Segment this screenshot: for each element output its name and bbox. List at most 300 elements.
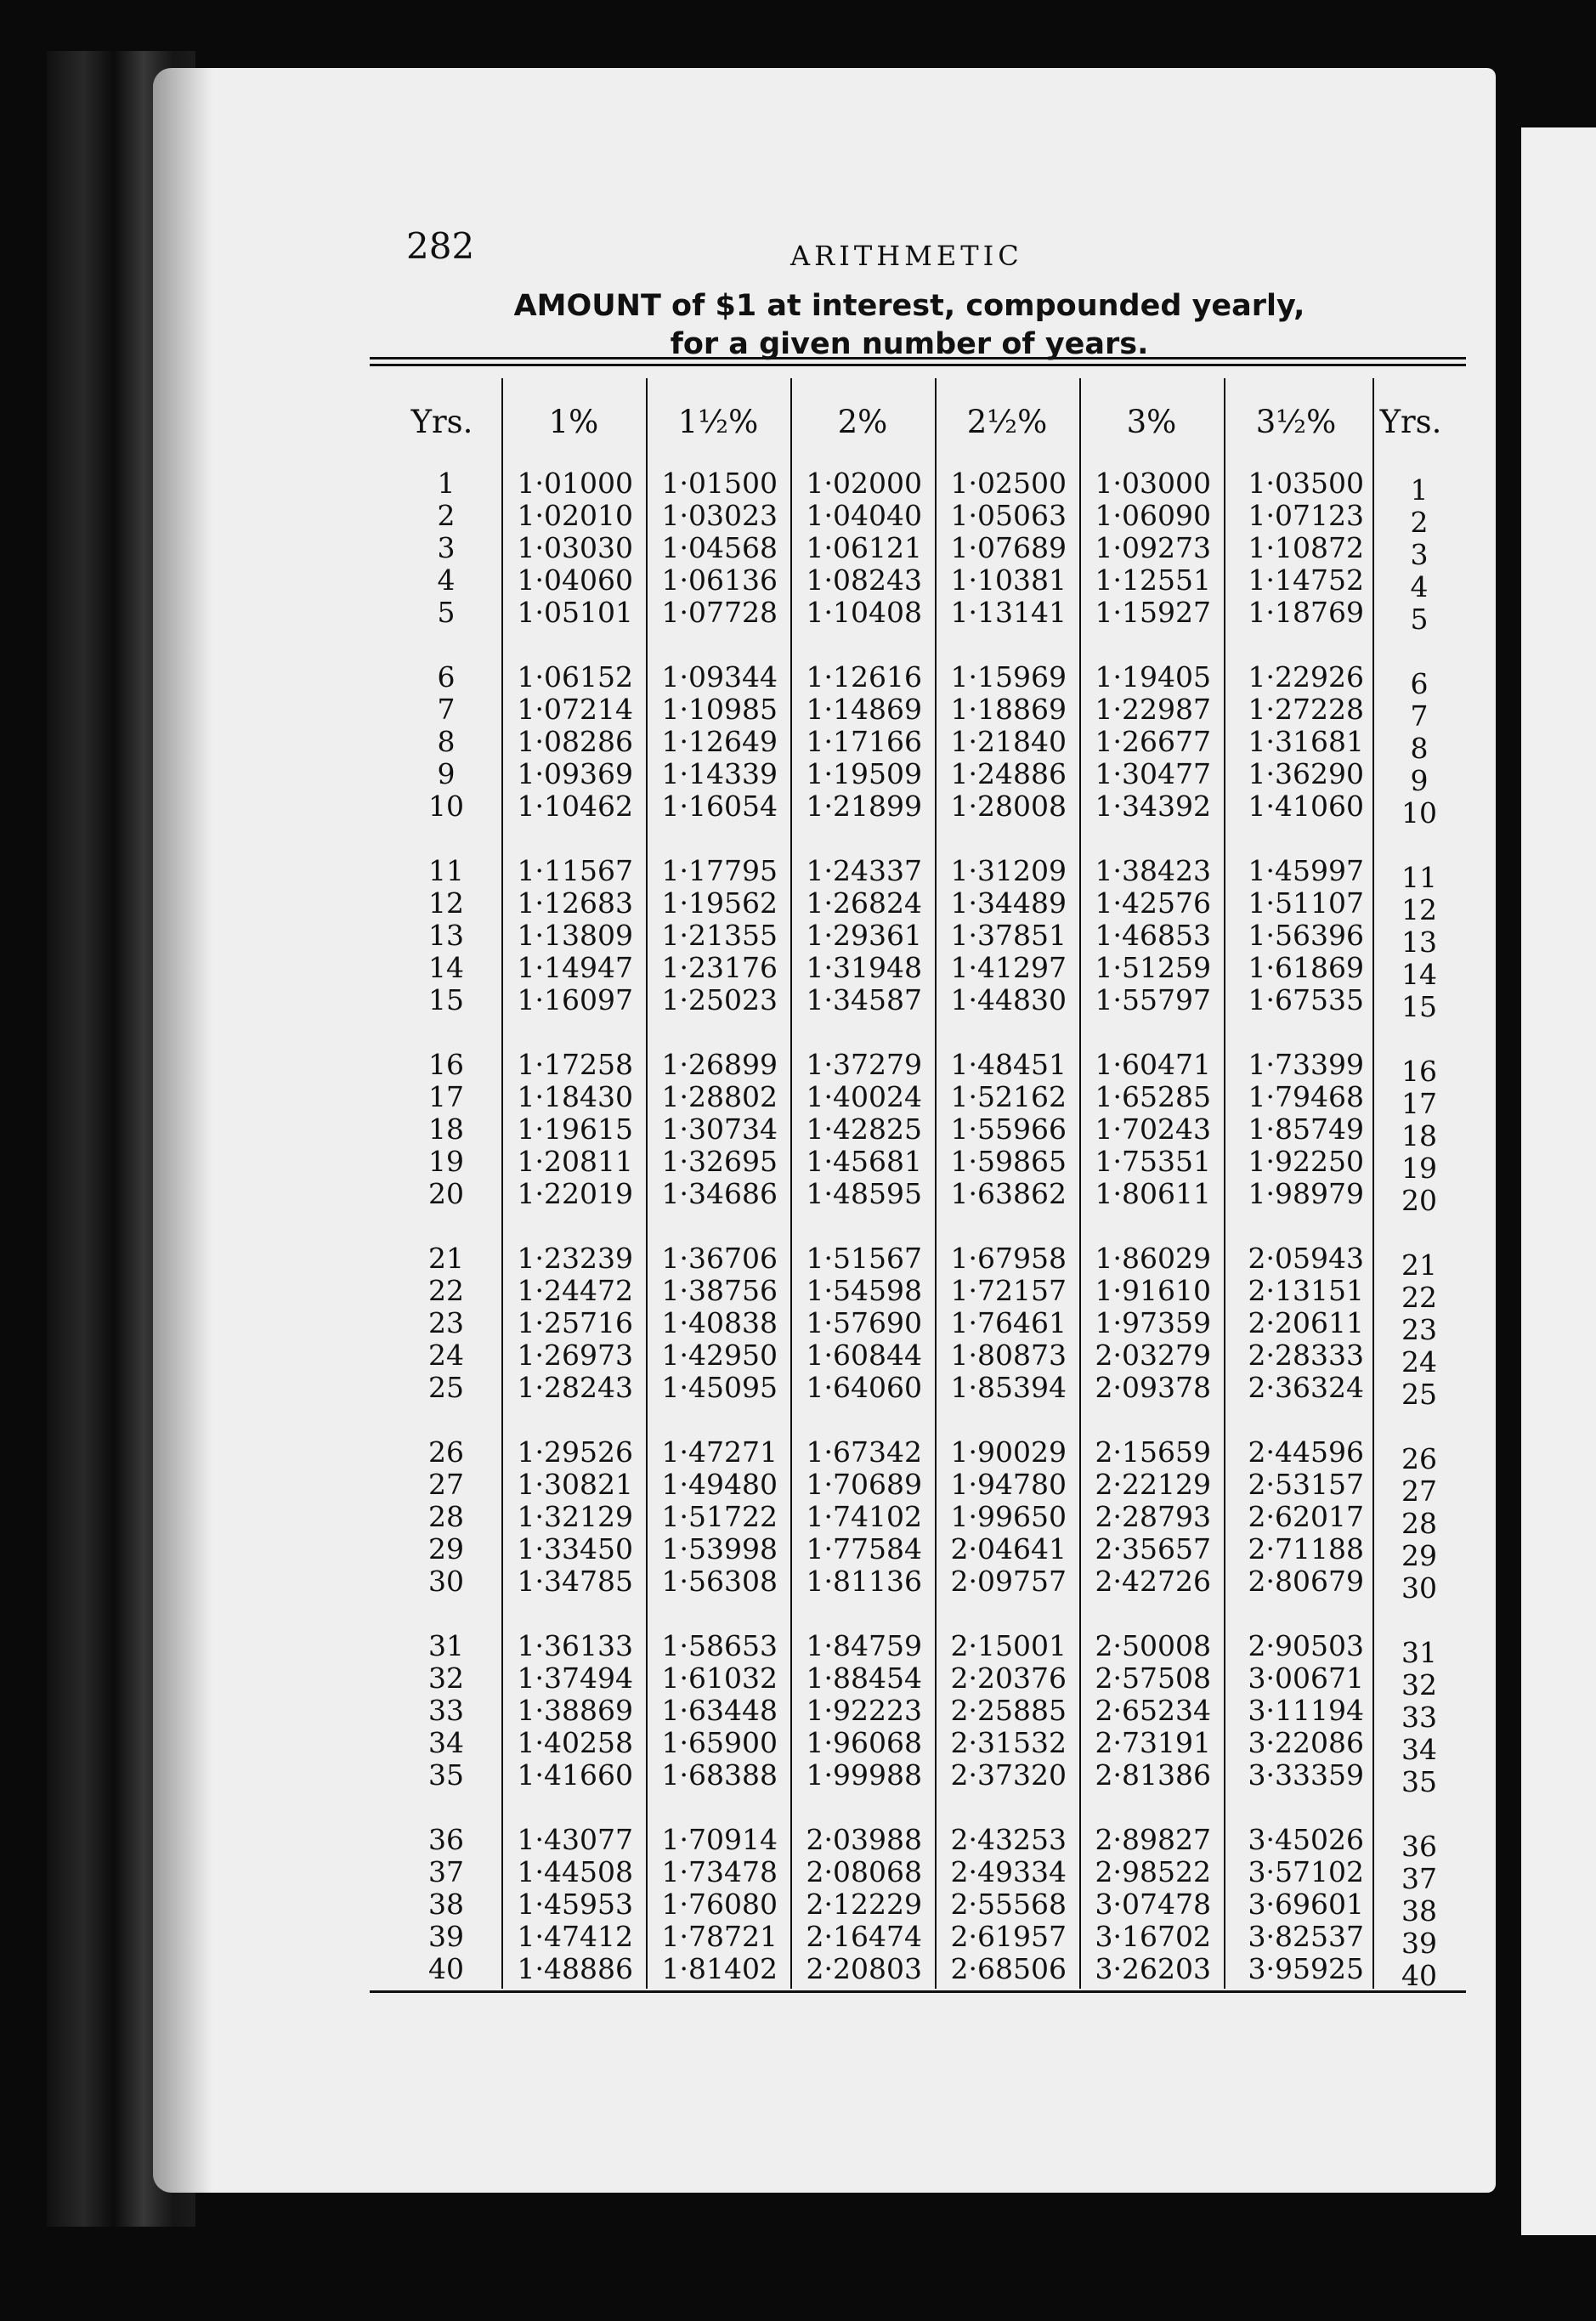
amount-cell: 2·31532 <box>950 1726 1067 1759</box>
year-cell-right: 29 <box>1401 1539 1437 1572</box>
table-title-line-1: AMOUNT of $1 at interest, compounded yearly, <box>513 289 1305 323</box>
amount-cell: 1·49480 <box>661 1468 778 1501</box>
year-cell-left: 18 <box>428 1112 464 1146</box>
amount-cell: 1·10462 <box>517 790 633 823</box>
year-cell-right: 22 <box>1401 1281 1437 1314</box>
year-cell-right: 31 <box>1401 1636 1437 1669</box>
amount-cell: 2·68506 <box>950 1952 1067 1985</box>
amount-cell: 1·22926 <box>1248 660 1364 693</box>
amount-cell: 2·90503 <box>1248 1629 1364 1662</box>
table-title-line-2: for a given number of years. <box>670 327 1149 361</box>
amount-cell: 1·17166 <box>806 725 922 758</box>
amount-cell: 1·10408 <box>806 596 922 629</box>
amount-cell: 1·56308 <box>661 1565 778 1598</box>
amount-cell: 1·99650 <box>950 1500 1067 1533</box>
year-cell-right: 18 <box>1401 1119 1437 1152</box>
amount-cell: 2·53157 <box>1248 1468 1364 1501</box>
amount-cell: 1·12683 <box>517 886 633 920</box>
amount-cell: 1·67535 <box>1248 983 1364 1016</box>
year-cell-right: 12 <box>1401 893 1437 926</box>
year-cell-left: 31 <box>428 1629 464 1662</box>
amount-cell: 1·81136 <box>806 1565 922 1598</box>
amount-cell: 1·36133 <box>517 1629 633 1662</box>
amount-cell: 1·02500 <box>950 467 1067 500</box>
amount-cell: 1·63862 <box>950 1177 1067 1210</box>
amount-cell: 1·10985 <box>661 693 778 726</box>
amount-cell: 2·09378 <box>1095 1371 1211 1404</box>
amount-cell: 1·57690 <box>806 1306 922 1339</box>
year-cell-left: 36 <box>428 1823 464 1856</box>
amount-cell: 2·81386 <box>1095 1758 1211 1792</box>
amount-cell: 1·14947 <box>517 951 633 984</box>
amount-cell: 1·76461 <box>950 1306 1067 1339</box>
year-cell-left: 30 <box>428 1565 464 1598</box>
amount-cell: 1·41297 <box>950 951 1067 984</box>
amount-cell: 1·28008 <box>950 790 1067 823</box>
amount-cell: 1·19509 <box>806 757 922 790</box>
amount-cell: 1·42950 <box>661 1339 778 1372</box>
amount-cell: 2·05943 <box>1248 1242 1364 1275</box>
year-cell-right: 16 <box>1401 1055 1437 1088</box>
amount-cell: 1·18769 <box>1248 596 1364 629</box>
amount-cell: 1·23239 <box>517 1242 633 1275</box>
amount-cell: 1·14339 <box>661 757 778 790</box>
gutter-shadow <box>153 68 212 2193</box>
amount-cell: 1·45997 <box>1248 854 1364 887</box>
year-cell-left: 7 <box>437 693 456 726</box>
amount-cell: 1·51259 <box>1095 951 1211 984</box>
top-double-rule-second <box>370 364 1466 366</box>
amount-cell: 1·70243 <box>1095 1112 1211 1146</box>
year-cell-left: 2 <box>437 499 456 532</box>
amount-cell: 2·13151 <box>1248 1274 1364 1307</box>
year-cell-left: 8 <box>437 725 456 758</box>
year-cell-left: 11 <box>428 854 464 887</box>
amount-cell: 3·26203 <box>1095 1952 1211 1985</box>
amount-cell: 1·70689 <box>806 1468 922 1501</box>
amount-cell: 1·74102 <box>806 1500 922 1533</box>
amount-cell: 1·29526 <box>517 1435 633 1469</box>
year-cell-left: 15 <box>428 983 464 1016</box>
year-cell-right: 9 <box>1410 764 1429 797</box>
year-cell-left: 1 <box>437 467 456 500</box>
amount-cell: 1·34392 <box>1095 790 1211 823</box>
amount-cell: 2·04641 <box>950 1532 1067 1565</box>
amount-cell: 3·07478 <box>1095 1888 1211 1921</box>
amount-cell: 1·78721 <box>661 1920 778 1953</box>
amount-cell: 1·41660 <box>517 1758 633 1792</box>
year-cell-right: 10 <box>1401 796 1437 829</box>
amount-cell: 1·14869 <box>806 693 922 726</box>
amount-cell: 1·21899 <box>806 790 922 823</box>
year-cell-left: 12 <box>428 886 464 920</box>
amount-cell: 1·61032 <box>661 1661 778 1695</box>
amount-cell: 2·62017 <box>1248 1500 1364 1533</box>
amount-cell: 1·80873 <box>950 1339 1067 1372</box>
amount-cell: 1·55797 <box>1095 983 1211 1016</box>
amount-cell: 1·92250 <box>1248 1145 1364 1178</box>
amount-cell: 1·12649 <box>661 725 778 758</box>
year-cell-right: 14 <box>1401 958 1437 991</box>
amount-cell: 1·06136 <box>661 563 778 597</box>
amount-cell: 2·43253 <box>950 1823 1067 1856</box>
amount-cell: 1·79468 <box>1248 1080 1364 1113</box>
amount-cell: 1·54598 <box>806 1274 922 1307</box>
amount-cell: 1·37851 <box>950 919 1067 952</box>
amount-cell: 2·16474 <box>806 1920 922 1953</box>
amount-cell: 2·50008 <box>1095 1629 1211 1662</box>
amount-cell: 1·06090 <box>1095 499 1211 532</box>
amount-cell: 2·42726 <box>1095 1565 1211 1598</box>
amount-cell: 1·15969 <box>950 660 1067 693</box>
amount-cell: 1·25023 <box>661 983 778 1016</box>
amount-cell: 2·08068 <box>806 1855 922 1888</box>
amount-cell: 1·45095 <box>661 1371 778 1404</box>
year-cell-left: 33 <box>428 1694 464 1727</box>
table-title <box>442 287 1377 364</box>
amount-cell: 3·57102 <box>1248 1855 1364 1888</box>
amount-cell: 2·73191 <box>1095 1726 1211 1759</box>
amount-cell: 1·16097 <box>517 983 633 1016</box>
rate-header: 1% <box>548 404 599 440</box>
amount-cell: 1·24337 <box>806 854 922 887</box>
adjacent-page-edge <box>1521 127 1596 2235</box>
amount-cell: 1·04040 <box>806 499 922 532</box>
amount-cell: 1·19405 <box>1095 660 1211 693</box>
year-cell-left: 26 <box>428 1435 464 1469</box>
amount-cell: 1·86029 <box>1095 1242 1211 1275</box>
amount-cell: 1·84759 <box>806 1629 922 1662</box>
year-cell-right: 34 <box>1401 1733 1437 1766</box>
year-cell-left: 19 <box>428 1145 464 1178</box>
year-cell-right: 8 <box>1410 732 1429 765</box>
year-cell-left: 3 <box>437 531 456 564</box>
rate-header: 3% <box>1126 404 1177 440</box>
amount-cell: 3·82537 <box>1248 1920 1364 1953</box>
amount-cell: 1·97359 <box>1095 1306 1211 1339</box>
amount-cell: 1·46853 <box>1095 919 1211 952</box>
year-cell-right: 3 <box>1410 538 1429 571</box>
rate-header: 2½% <box>966 404 1048 440</box>
amount-cell: 1·37494 <box>517 1661 633 1695</box>
year-cell-left: 35 <box>428 1758 464 1792</box>
amount-cell: 1·21840 <box>950 725 1067 758</box>
amount-cell: 1·19562 <box>661 886 778 920</box>
amount-cell: 1·33450 <box>517 1532 633 1565</box>
year-cell-right: 35 <box>1401 1765 1437 1798</box>
year-cell-right: 36 <box>1401 1830 1437 1863</box>
year-cell-left: 39 <box>428 1920 464 1953</box>
column-divider <box>790 378 792 1989</box>
amount-cell: 1·81402 <box>661 1952 778 1985</box>
amount-cell: 1·58653 <box>661 1629 778 1662</box>
amount-cell: 2·61957 <box>950 1920 1067 1953</box>
year-cell-left: 10 <box>428 790 464 823</box>
amount-cell: 1·03500 <box>1248 467 1364 500</box>
year-cell-right: 21 <box>1401 1248 1437 1282</box>
amount-cell: 1·08286 <box>517 725 633 758</box>
year-cell-left: 29 <box>428 1532 464 1565</box>
amount-cell: 1·14752 <box>1248 563 1364 597</box>
year-cell-left: 13 <box>428 919 464 952</box>
amount-cell: 1·77584 <box>806 1532 922 1565</box>
amount-cell: 1·65285 <box>1095 1080 1211 1113</box>
year-cell-right: 11 <box>1401 861 1437 894</box>
year-cell-right: 17 <box>1401 1087 1437 1120</box>
year-cell-right: 37 <box>1401 1862 1437 1895</box>
amount-cell: 2·03279 <box>1095 1339 1211 1372</box>
amount-cell: 1·09369 <box>517 757 633 790</box>
year-cell-right: 30 <box>1401 1571 1437 1605</box>
amount-cell: 1·76080 <box>661 1888 778 1921</box>
amount-cell: 1·05063 <box>950 499 1067 532</box>
amount-cell: 1·03030 <box>517 531 633 564</box>
amount-cell: 1·04568 <box>661 531 778 564</box>
amount-cell: 1·47271 <box>661 1435 778 1469</box>
rate-header: 3½% <box>1255 404 1337 440</box>
amount-cell: 2·09757 <box>950 1565 1067 1598</box>
amount-cell: 2·37320 <box>950 1758 1067 1792</box>
amount-cell: 1·43077 <box>517 1823 633 1856</box>
amount-cell: 1·18430 <box>517 1080 633 1113</box>
amount-cell: 1·47412 <box>517 1920 633 1953</box>
amount-cell: 1·68388 <box>661 1758 778 1792</box>
amount-cell: 1·08243 <box>806 563 922 597</box>
amount-cell: 1·34587 <box>806 983 922 1016</box>
amount-cell: 1·80611 <box>1095 1177 1211 1210</box>
year-cell-left: 27 <box>428 1468 464 1501</box>
amount-cell: 1·53998 <box>661 1532 778 1565</box>
amount-cell: 1·28243 <box>517 1371 633 1404</box>
year-cell-right: 7 <box>1410 699 1429 733</box>
year-cell-left: 14 <box>428 951 464 984</box>
amount-cell: 1·67958 <box>950 1242 1067 1275</box>
column-divider <box>935 378 937 1989</box>
amount-cell: 3·22086 <box>1248 1726 1364 1759</box>
year-cell-left: 9 <box>437 757 456 790</box>
year-cell-left: 17 <box>428 1080 464 1113</box>
amount-cell: 1·29361 <box>806 919 922 952</box>
year-cell-left: 21 <box>428 1242 464 1275</box>
years-header-right: Yrs. <box>1379 404 1442 440</box>
amount-cell: 2·15659 <box>1095 1435 1211 1469</box>
year-cell-right: 33 <box>1401 1701 1437 1734</box>
amount-cell: 1·73399 <box>1248 1048 1364 1081</box>
year-cell-left: 5 <box>437 596 456 629</box>
amount-cell: 1·75351 <box>1095 1145 1211 1178</box>
amount-cell: 1·26824 <box>806 886 922 920</box>
column-divider <box>501 378 503 1989</box>
amount-cell: 1·31209 <box>950 854 1067 887</box>
amount-cell: 1·32695 <box>661 1145 778 1178</box>
amount-cell: 3·16702 <box>1095 1920 1211 1953</box>
amount-cell: 1·26973 <box>517 1339 633 1372</box>
year-cell-left: 28 <box>428 1500 464 1533</box>
amount-cell: 1·92223 <box>806 1694 922 1727</box>
amount-cell: 2·20611 <box>1248 1306 1364 1339</box>
amount-cell: 1·40024 <box>806 1080 922 1113</box>
amount-cell: 1·30821 <box>517 1468 633 1501</box>
amount-cell: 1·40838 <box>661 1306 778 1339</box>
amount-cell: 1·36706 <box>661 1242 778 1275</box>
amount-cell: 1·91610 <box>1095 1274 1211 1307</box>
amount-cell: 1·19615 <box>517 1112 633 1146</box>
amount-cell: 1·48595 <box>806 1177 922 1210</box>
amount-cell: 1·25716 <box>517 1306 633 1339</box>
amount-cell: 1·52162 <box>950 1080 1067 1113</box>
year-cell-left: 4 <box>437 563 456 597</box>
amount-cell: 2·89827 <box>1095 1823 1211 1856</box>
amount-cell: 1·38423 <box>1095 854 1211 887</box>
amount-cell: 2·80679 <box>1248 1565 1364 1598</box>
amount-cell: 1·85394 <box>950 1371 1067 1404</box>
amount-cell: 1·88454 <box>806 1661 922 1695</box>
amount-cell: 1·34686 <box>661 1177 778 1210</box>
amount-cell: 1·02000 <box>806 467 922 500</box>
amount-cell: 1·01000 <box>517 467 633 500</box>
amount-cell: 2·28333 <box>1248 1339 1364 1372</box>
amount-cell: 3·69601 <box>1248 1888 1364 1921</box>
amount-cell: 1·30734 <box>661 1112 778 1146</box>
amount-cell: 1·41060 <box>1248 790 1364 823</box>
amount-cell: 1·61869 <box>1248 951 1364 984</box>
amount-cell: 1·15927 <box>1095 596 1211 629</box>
amount-cell: 1·17795 <box>661 854 778 887</box>
amount-cell: 1·27228 <box>1248 693 1364 726</box>
amount-cell: 1·42825 <box>806 1112 922 1146</box>
amount-cell: 2·03988 <box>806 1823 922 1856</box>
amount-cell: 1·45953 <box>517 1888 633 1921</box>
amount-cell: 1·94780 <box>950 1468 1067 1501</box>
year-cell-right: 32 <box>1401 1668 1437 1701</box>
amount-cell: 1·90029 <box>950 1435 1067 1469</box>
amount-cell: 1·06152 <box>517 660 633 693</box>
page-number: 282 <box>406 225 475 267</box>
amount-cell: 1·31948 <box>806 951 922 984</box>
amount-cell: 1·60471 <box>1095 1048 1211 1081</box>
amount-cell: 1·23176 <box>661 951 778 984</box>
amount-cell: 1·28802 <box>661 1080 778 1113</box>
year-cell-left: 25 <box>428 1371 464 1404</box>
amount-cell: 2·35657 <box>1095 1532 1211 1565</box>
amount-cell: 1·06121 <box>806 531 922 564</box>
amount-cell: 1·42576 <box>1095 886 1211 920</box>
year-cell-left: 24 <box>428 1339 464 1372</box>
year-cell-right: 13 <box>1401 926 1437 959</box>
amount-cell: 1·44830 <box>950 983 1067 1016</box>
year-cell-right: 23 <box>1401 1313 1437 1346</box>
amount-cell: 1·59865 <box>950 1145 1067 1178</box>
amount-cell: 1·10381 <box>950 563 1067 597</box>
amount-cell: 1·26677 <box>1095 725 1211 758</box>
amount-cell: 1·22987 <box>1095 693 1211 726</box>
year-cell-right: 40 <box>1401 1959 1437 1992</box>
amount-cell: 2·71188 <box>1248 1532 1364 1565</box>
year-cell-right: 5 <box>1410 603 1429 636</box>
amount-cell: 1·85749 <box>1248 1112 1364 1146</box>
amount-cell: 1·24472 <box>517 1274 633 1307</box>
amount-cell: 1·20811 <box>517 1145 633 1178</box>
amount-cell: 1·12551 <box>1095 563 1211 597</box>
amount-cell: 3·11194 <box>1248 1694 1364 1727</box>
amount-cell: 2·36324 <box>1248 1371 1364 1404</box>
amount-cell: 2·28793 <box>1095 1500 1211 1533</box>
amount-cell: 1·18869 <box>950 693 1067 726</box>
amount-cell: 2·20803 <box>806 1952 922 1985</box>
amount-cell: 2·98522 <box>1095 1855 1211 1888</box>
amount-cell: 1·07689 <box>950 531 1067 564</box>
year-cell-right: 19 <box>1401 1152 1437 1185</box>
amount-cell: 1·07123 <box>1248 499 1364 532</box>
amount-cell: 3·95925 <box>1248 1952 1364 1985</box>
year-cell-left: 32 <box>428 1661 464 1695</box>
column-divider <box>1224 378 1225 1989</box>
amount-cell: 3·00671 <box>1248 1661 1364 1695</box>
amount-cell: 1·99988 <box>806 1758 922 1792</box>
years-header-left: Yrs. <box>410 404 473 440</box>
top-double-rule <box>370 357 1466 359</box>
year-cell-right: 24 <box>1401 1345 1437 1378</box>
amount-cell: 1·13141 <box>950 596 1067 629</box>
year-cell-left: 23 <box>428 1306 464 1339</box>
amount-cell: 1·09273 <box>1095 531 1211 564</box>
amount-cell: 2·57508 <box>1095 1661 1211 1695</box>
rate-header: 1½% <box>677 404 759 440</box>
amount-cell: 1·04060 <box>517 563 633 597</box>
amount-cell: 1·38756 <box>661 1274 778 1307</box>
rate-header: 2% <box>837 404 888 440</box>
year-cell-left: 38 <box>428 1888 464 1921</box>
amount-cell: 1·38869 <box>517 1694 633 1727</box>
amount-cell: 1·48886 <box>517 1952 633 1985</box>
amount-cell: 2·55568 <box>950 1888 1067 1921</box>
year-cell-right: 2 <box>1410 506 1429 539</box>
year-cell-right: 27 <box>1401 1475 1437 1508</box>
year-cell-left: 20 <box>428 1177 464 1210</box>
amount-cell: 1·21355 <box>661 919 778 952</box>
year-cell-right: 1 <box>1410 473 1429 507</box>
amount-cell: 1·22019 <box>517 1177 633 1210</box>
amount-cell: 1·96068 <box>806 1726 922 1759</box>
column-divider <box>1079 378 1081 1989</box>
year-cell-left: 6 <box>437 660 456 693</box>
amount-cell: 1·51567 <box>806 1242 922 1275</box>
amount-cell: 1·31681 <box>1248 725 1364 758</box>
amount-cell: 2·25885 <box>950 1694 1067 1727</box>
year-cell-right: 25 <box>1401 1378 1437 1411</box>
amount-cell: 1·01500 <box>661 467 778 500</box>
amount-cell: 1·70914 <box>661 1823 778 1856</box>
year-cell-right: 38 <box>1401 1894 1437 1928</box>
amount-cell: 1·17258 <box>517 1048 633 1081</box>
amount-cell: 1·26899 <box>661 1048 778 1081</box>
year-cell-left: 40 <box>428 1952 464 1985</box>
running-head: ARITHMETIC <box>790 240 1023 272</box>
amount-cell: 1·98979 <box>1248 1177 1364 1210</box>
amount-cell: 1·67342 <box>806 1435 922 1469</box>
amount-cell: 1·44508 <box>517 1855 633 1888</box>
amount-cell: 1·51107 <box>1248 886 1364 920</box>
amount-cell: 1·72157 <box>950 1274 1067 1307</box>
amount-cell: 1·12616 <box>806 660 922 693</box>
amount-cell: 1·30477 <box>1095 757 1211 790</box>
year-cell-left: 37 <box>428 1855 464 1888</box>
amount-cell: 1·02010 <box>517 499 633 532</box>
bottom-rule <box>370 1990 1466 1993</box>
amount-cell: 1·63448 <box>661 1694 778 1727</box>
amount-cell: 2·15001 <box>950 1629 1067 1662</box>
amount-cell: 1·05101 <box>517 596 633 629</box>
